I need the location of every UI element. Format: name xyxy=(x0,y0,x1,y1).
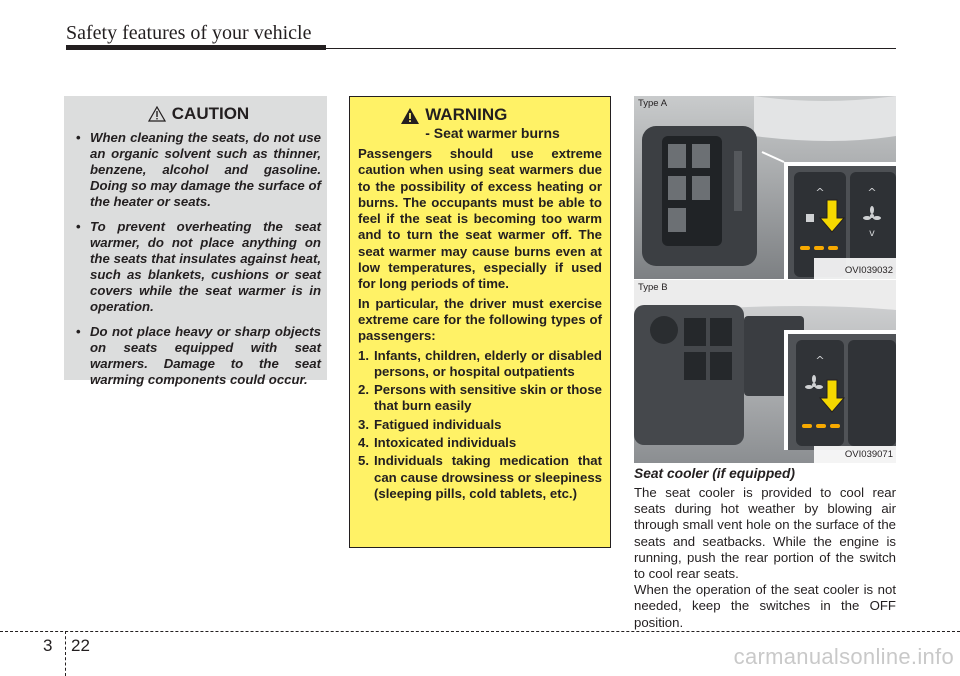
caution-header xyxy=(76,104,321,124)
header-rule xyxy=(326,48,896,49)
caution-title: CAUTION xyxy=(171,104,250,123)
warning-list-item: 1. Infants, children, elderly or disabled persons, or hospital outpatients xyxy=(358,347,602,379)
seat-cooler-section xyxy=(634,466,896,631)
warning-title: WARNING xyxy=(425,105,508,124)
footer-rule xyxy=(0,631,960,632)
warning-subtitle: - Seat warmer burns xyxy=(425,125,560,141)
caution-list xyxy=(76,130,321,388)
warning-list-item: 4. Intoxicated individuals xyxy=(358,435,517,451)
caution-box xyxy=(64,96,327,387)
section-paragraph: The seat cooler is provided to cool rear seats during hot weather by blowing air through small vent hole on the surface of the seats and seatbacks. While the engine is running, push the rear portion of the switch to cool rear seats. xyxy=(634,485,896,582)
warning-list-item: 3. Fatigued individuals xyxy=(358,416,502,432)
page-header-title: Safety features of your vehicle xyxy=(66,22,312,44)
chapter-number: 3 xyxy=(43,636,53,655)
figure-type-b xyxy=(634,279,896,463)
warning-paragraph: Passengers should use extreme caution when using seat warmers due to the possibility of excess heating or burns. The occupants must be able to feel if the seat is becoming too warm and to turn the seat warmer off. The seat warmer may cause burns even at low temperatures, especially if used for long periods of time. xyxy=(358,146,602,292)
warning-list-item: 2. Persons with sensitive skin or those that burn easily xyxy=(358,382,602,414)
warning-header xyxy=(358,105,602,142)
figure-type-a xyxy=(634,96,896,279)
figure-b-label: Type B xyxy=(638,282,668,293)
figure-a-label: Type A xyxy=(638,98,668,109)
warning-box xyxy=(349,96,611,548)
seat-switch-photo-a xyxy=(634,96,896,279)
section-title: Seat cooler (if equipped) xyxy=(634,466,795,481)
caution-item: • Do not place heavy or sharp objects on seats equipped with seat warmers. Damage to the seat warming components could occur. xyxy=(76,324,321,388)
section-paragraph: When the operation of the seat cooler is not needed, keep the switches in the OFF position. xyxy=(634,582,896,630)
svg-text:^: ^ xyxy=(867,186,877,199)
header-bar xyxy=(66,45,326,50)
figure-b-code: OVI039071 xyxy=(844,449,893,460)
footer-divider xyxy=(65,631,66,676)
figure-a-code: OVI039032 xyxy=(844,265,893,276)
caution-item: • When cleaning the seats, do not use an organic solvent such as thinner, benzene, alcohol and gasoline. Doing so may damage the surface of the heater or seats. xyxy=(76,130,321,210)
watermark: carmanualsonline.info xyxy=(733,644,954,669)
warning-list xyxy=(358,348,602,503)
svg-text:^: ^ xyxy=(815,186,825,199)
warning-paragraph: In particular, the driver must exercise extreme care for the following types of passengers: xyxy=(358,295,602,344)
warning-list-item: 5. Individuals taking medication that can cause drowsiness or sleepiness (sleeping pills, cold tablets, etc.) xyxy=(358,453,602,501)
caution-item: • To prevent overheating the seat warmer, do not place anything on the seats that insulates against heat, such as blankets, cushions or seat covers while the seat warmer is in operation. xyxy=(76,219,321,315)
warning-triangle-icon xyxy=(400,107,420,125)
svg-text:v: v xyxy=(869,228,875,239)
page-number: 22 xyxy=(71,636,90,655)
seat-switch-photo-b xyxy=(634,280,896,463)
caution-triangle-icon xyxy=(148,106,166,122)
svg-text:^: ^ xyxy=(815,354,825,367)
